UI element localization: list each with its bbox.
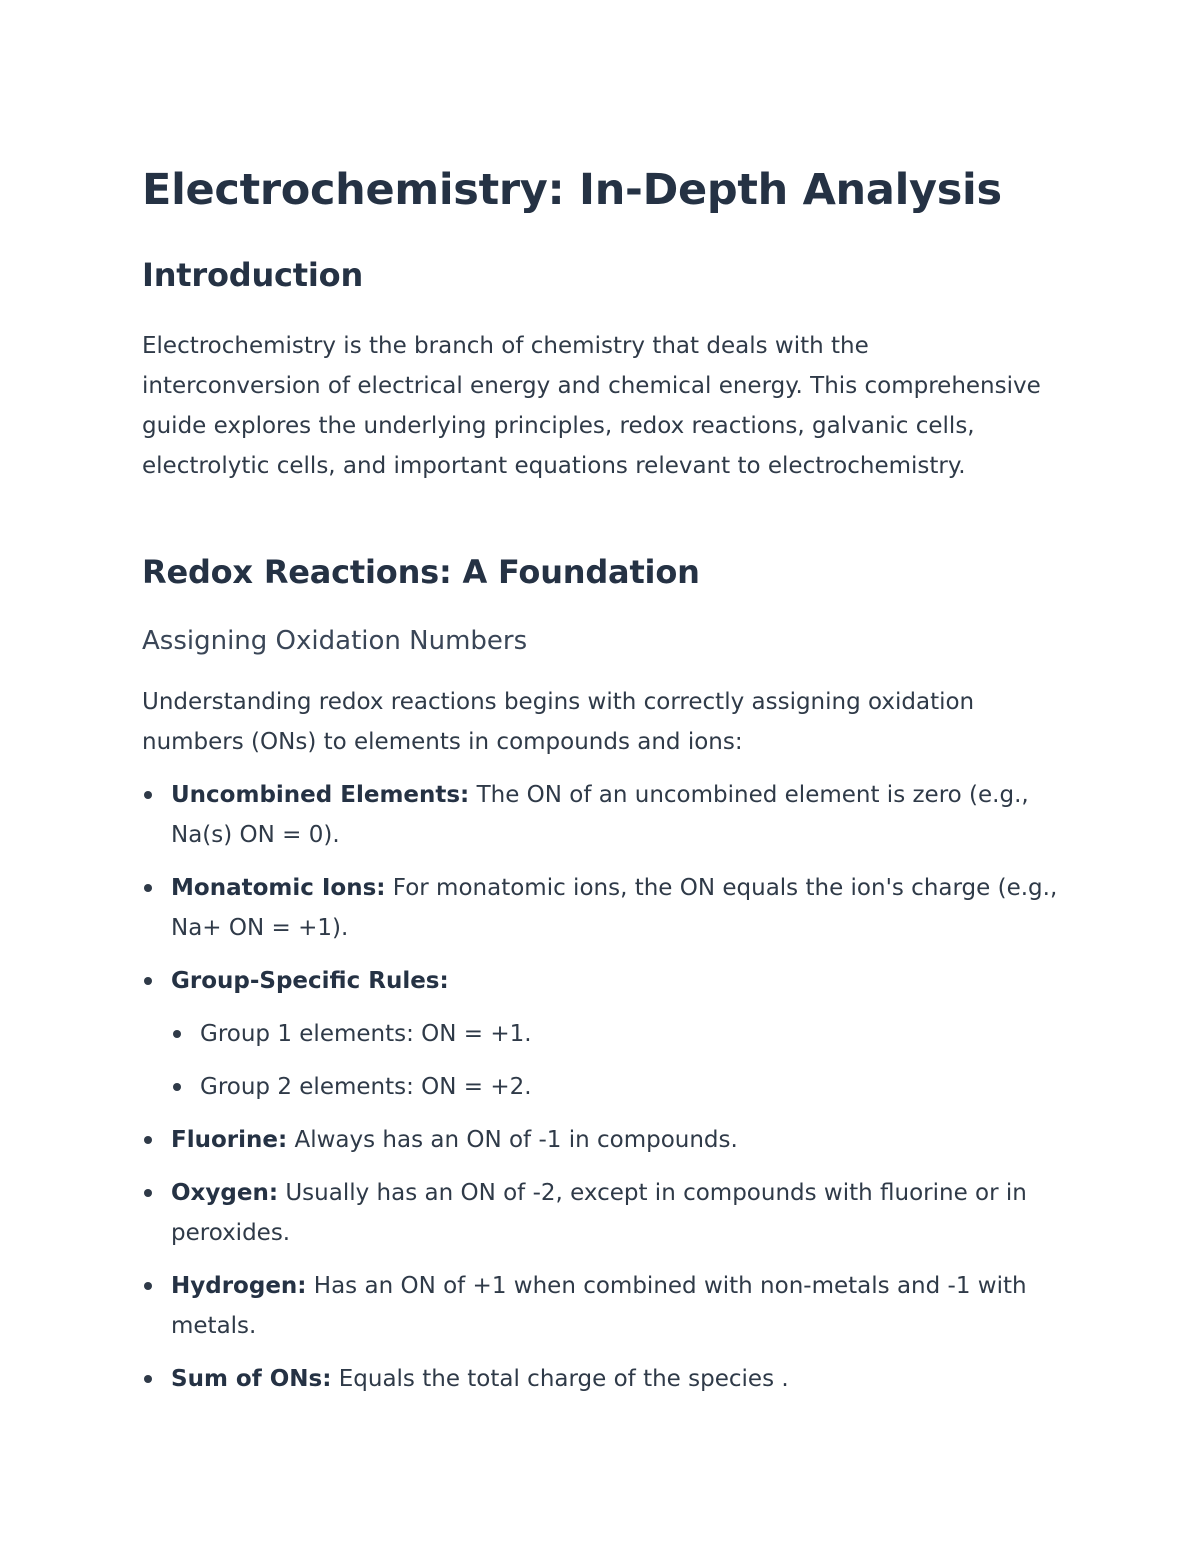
- rule-text: Equals the total charge of the species .: [331, 1366, 789, 1392]
- oxidation-numbers-subheading: Assigning Oxidation Numbers: [142, 626, 528, 656]
- oxidation-numbers-paragraph: Understanding redox reactions begins with correctly assigning oxidation numbers (ONs) to elements in compounds and ions:: [142, 689, 975, 755]
- introduction-heading: Introduction: [142, 256, 364, 294]
- list-item: [142, 775, 1062, 855]
- bullet-icon: [173, 1030, 181, 1038]
- rule-term: Uncombined Elements:: [171, 782, 470, 808]
- rule-term: Sum of ONs:: [171, 1366, 332, 1392]
- bullet-icon: [144, 1189, 152, 1197]
- bullet-icon: [144, 1282, 152, 1290]
- list-item: [142, 868, 1062, 948]
- introduction-paragraph: Electrochemistry is the branch of chemistry that deals with the interconversion of electrical energy and chemical energy. This comprehensive guide explores the underlying principles, redox reactions, galvanic cells, electrolytic cells, and important equations relevant to electrochemistry.: [142, 333, 1041, 479]
- rule-term: Oxygen:: [171, 1180, 279, 1206]
- bullet-icon: [144, 1136, 152, 1144]
- bullet-icon: [144, 884, 152, 892]
- list-item: [142, 1266, 1062, 1346]
- oxidation-rules-list: [142, 775, 1062, 1412]
- sub-list: [171, 1014, 1062, 1107]
- bullet-icon: [144, 977, 152, 985]
- rule-term: Monatomic Ions:: [171, 875, 386, 901]
- redox-heading: Redox Reactions: A Foundation: [142, 553, 700, 591]
- sub-rule-text: Group 2 elements: ON = +2.: [200, 1074, 532, 1100]
- list-item: [142, 961, 1062, 1107]
- rule-text: Has an ON of +1 when combined with non-metals and -1 with metals.: [171, 1273, 1027, 1339]
- rule-term: Hydrogen:: [171, 1273, 307, 1299]
- rule-text: The ON of an uncombined element is zero (e.g., Na(s) ON = 0).: [171, 782, 1029, 848]
- list-item: [142, 1173, 1062, 1253]
- list-item: [142, 1359, 1062, 1399]
- bullet-icon: [144, 791, 152, 799]
- rule-text: Always has an ON of -1 in compounds.: [287, 1127, 738, 1153]
- list-item: [142, 1120, 1062, 1160]
- bullet-icon: [144, 1375, 152, 1383]
- bullet-icon: [173, 1083, 181, 1091]
- rule-term: Group-Specific Rules:: [171, 968, 449, 994]
- rule-text: Usually has an ON of -2, except in compounds with fluorine or in peroxides.: [171, 1180, 1027, 1246]
- rule-text: For monatomic ions, the ON equals the ion's charge (e.g., Na+ ON = +1).: [171, 875, 1058, 941]
- rule-term: Fluorine:: [171, 1127, 288, 1153]
- sub-list-item: [171, 1067, 1062, 1107]
- sub-rule-text: Group 1 elements: ON = +1.: [200, 1021, 532, 1047]
- sub-list-item: [171, 1014, 1062, 1054]
- document-title: Electrochemistry: In-Depth Analysis: [142, 165, 1002, 215]
